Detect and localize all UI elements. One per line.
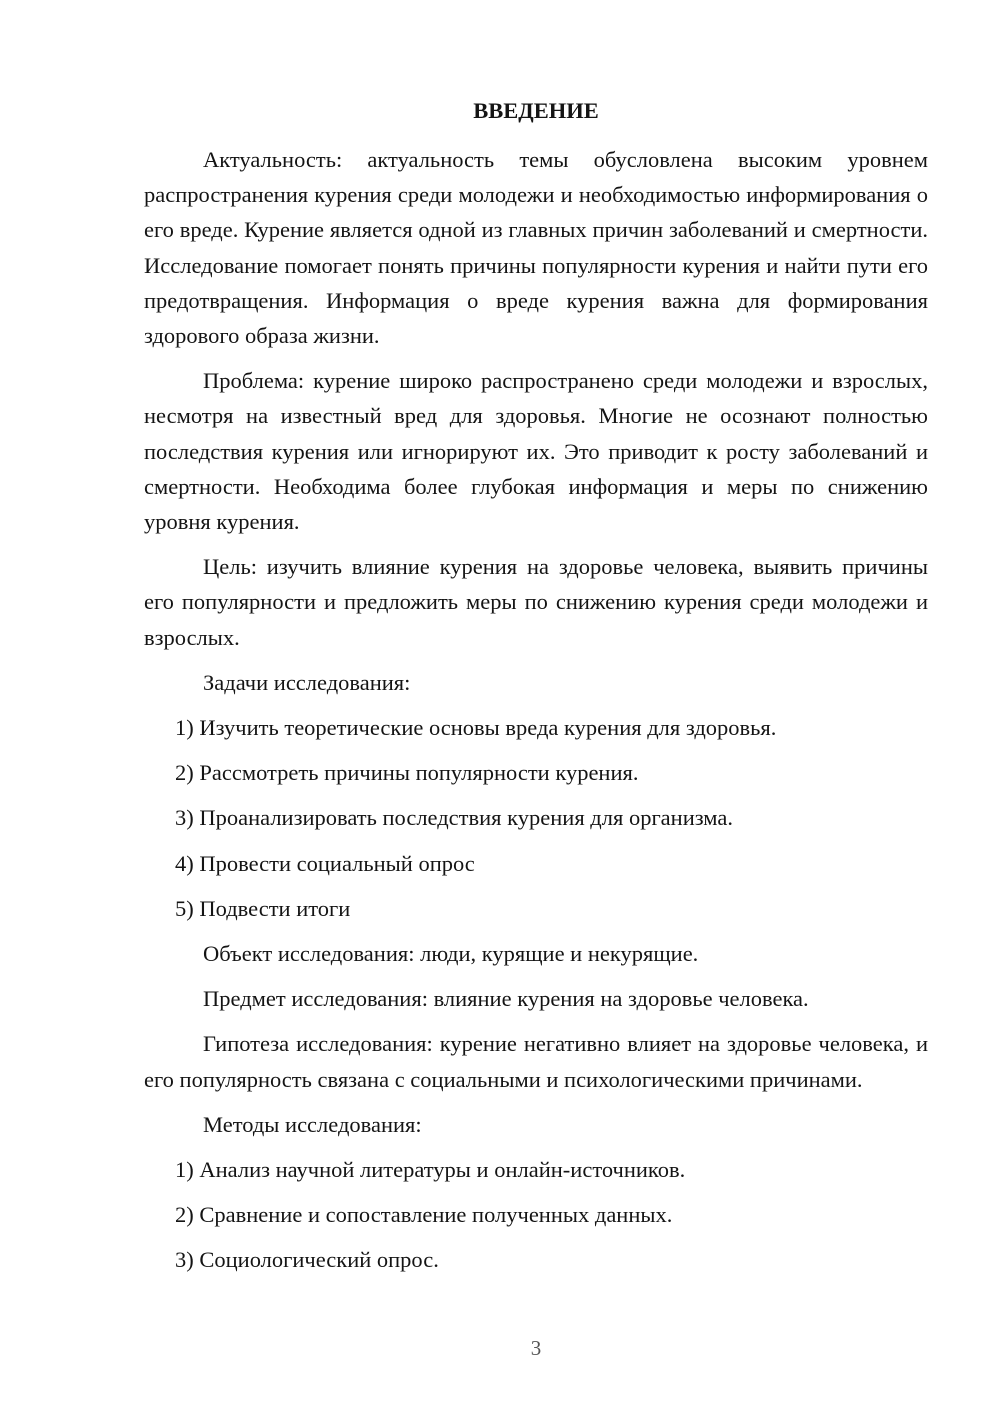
methods-list xyxy=(144,1152,928,1278)
tasks-list xyxy=(144,710,928,926)
task-item: 1) Изучить теоретические основы вреда курения для здоровья. xyxy=(175,715,777,741)
goal-paragraph: Цель: изучить влияние курения на здоровье человека, выявить причины его популярности и предложить меры по снижению курения среди молодежи и взрослых. xyxy=(144,554,928,650)
object-paragraph: Объект исследования: люди, курящие и некурящие. xyxy=(203,941,699,967)
method-item: 1) Анализ научной литературы и онлайн-источников. xyxy=(175,1157,686,1183)
task-item: 5) Подвести итоги xyxy=(175,895,351,921)
method-item: 3) Социологический опрос. xyxy=(175,1247,439,1273)
subject-paragraph: Предмет исследования: влияние курения на здоровье человека. xyxy=(203,986,809,1012)
tasks-heading: Задачи исследования: xyxy=(203,669,411,695)
method-item: 2) Сравнение и сопоставление полученных данных. xyxy=(175,1202,673,1228)
page-number: 3 xyxy=(530,1336,542,1360)
task-item: 4) Провести социальный опрос xyxy=(175,850,475,876)
task-item: 3) Проанализировать последствия курения для организма. xyxy=(175,805,734,831)
relevance-paragraph: Актуальность: актуальность темы обусловлена высоким уровнем распространения курения среди молодежи и необходимостью информирования о его вреде. Курение является одной из главных причин заболеваний и смертности. Исследование помогает понять причины популярности курения и найти пути его предотвращения. Информация о вреде курения важна для формирования здорового образа жизни. xyxy=(144,147,928,349)
hypothesis-paragraph: Гипотеза исследования: курение негативно влияет на здоровье человека, и его популярность связана с социальными и психологическими причинами. xyxy=(144,1031,928,1092)
document-body xyxy=(144,142,928,1288)
page-title: ВВЕДЕНИЕ xyxy=(473,98,599,123)
methods-heading: Методы исследования: xyxy=(203,1111,422,1137)
task-item: 2) Рассмотреть причины популярности курения. xyxy=(175,760,639,786)
problem-paragraph: Проблема: курение широко распространено среди молодежи и взрослых, несмотря на известный вред для здоровья. Многие не осознают полностью последствия курения или игнорируют их. Это приводит к росту заболеваний и смертности. Необходима более глубокая информация и меры по снижению уровня курения. xyxy=(144,368,928,535)
